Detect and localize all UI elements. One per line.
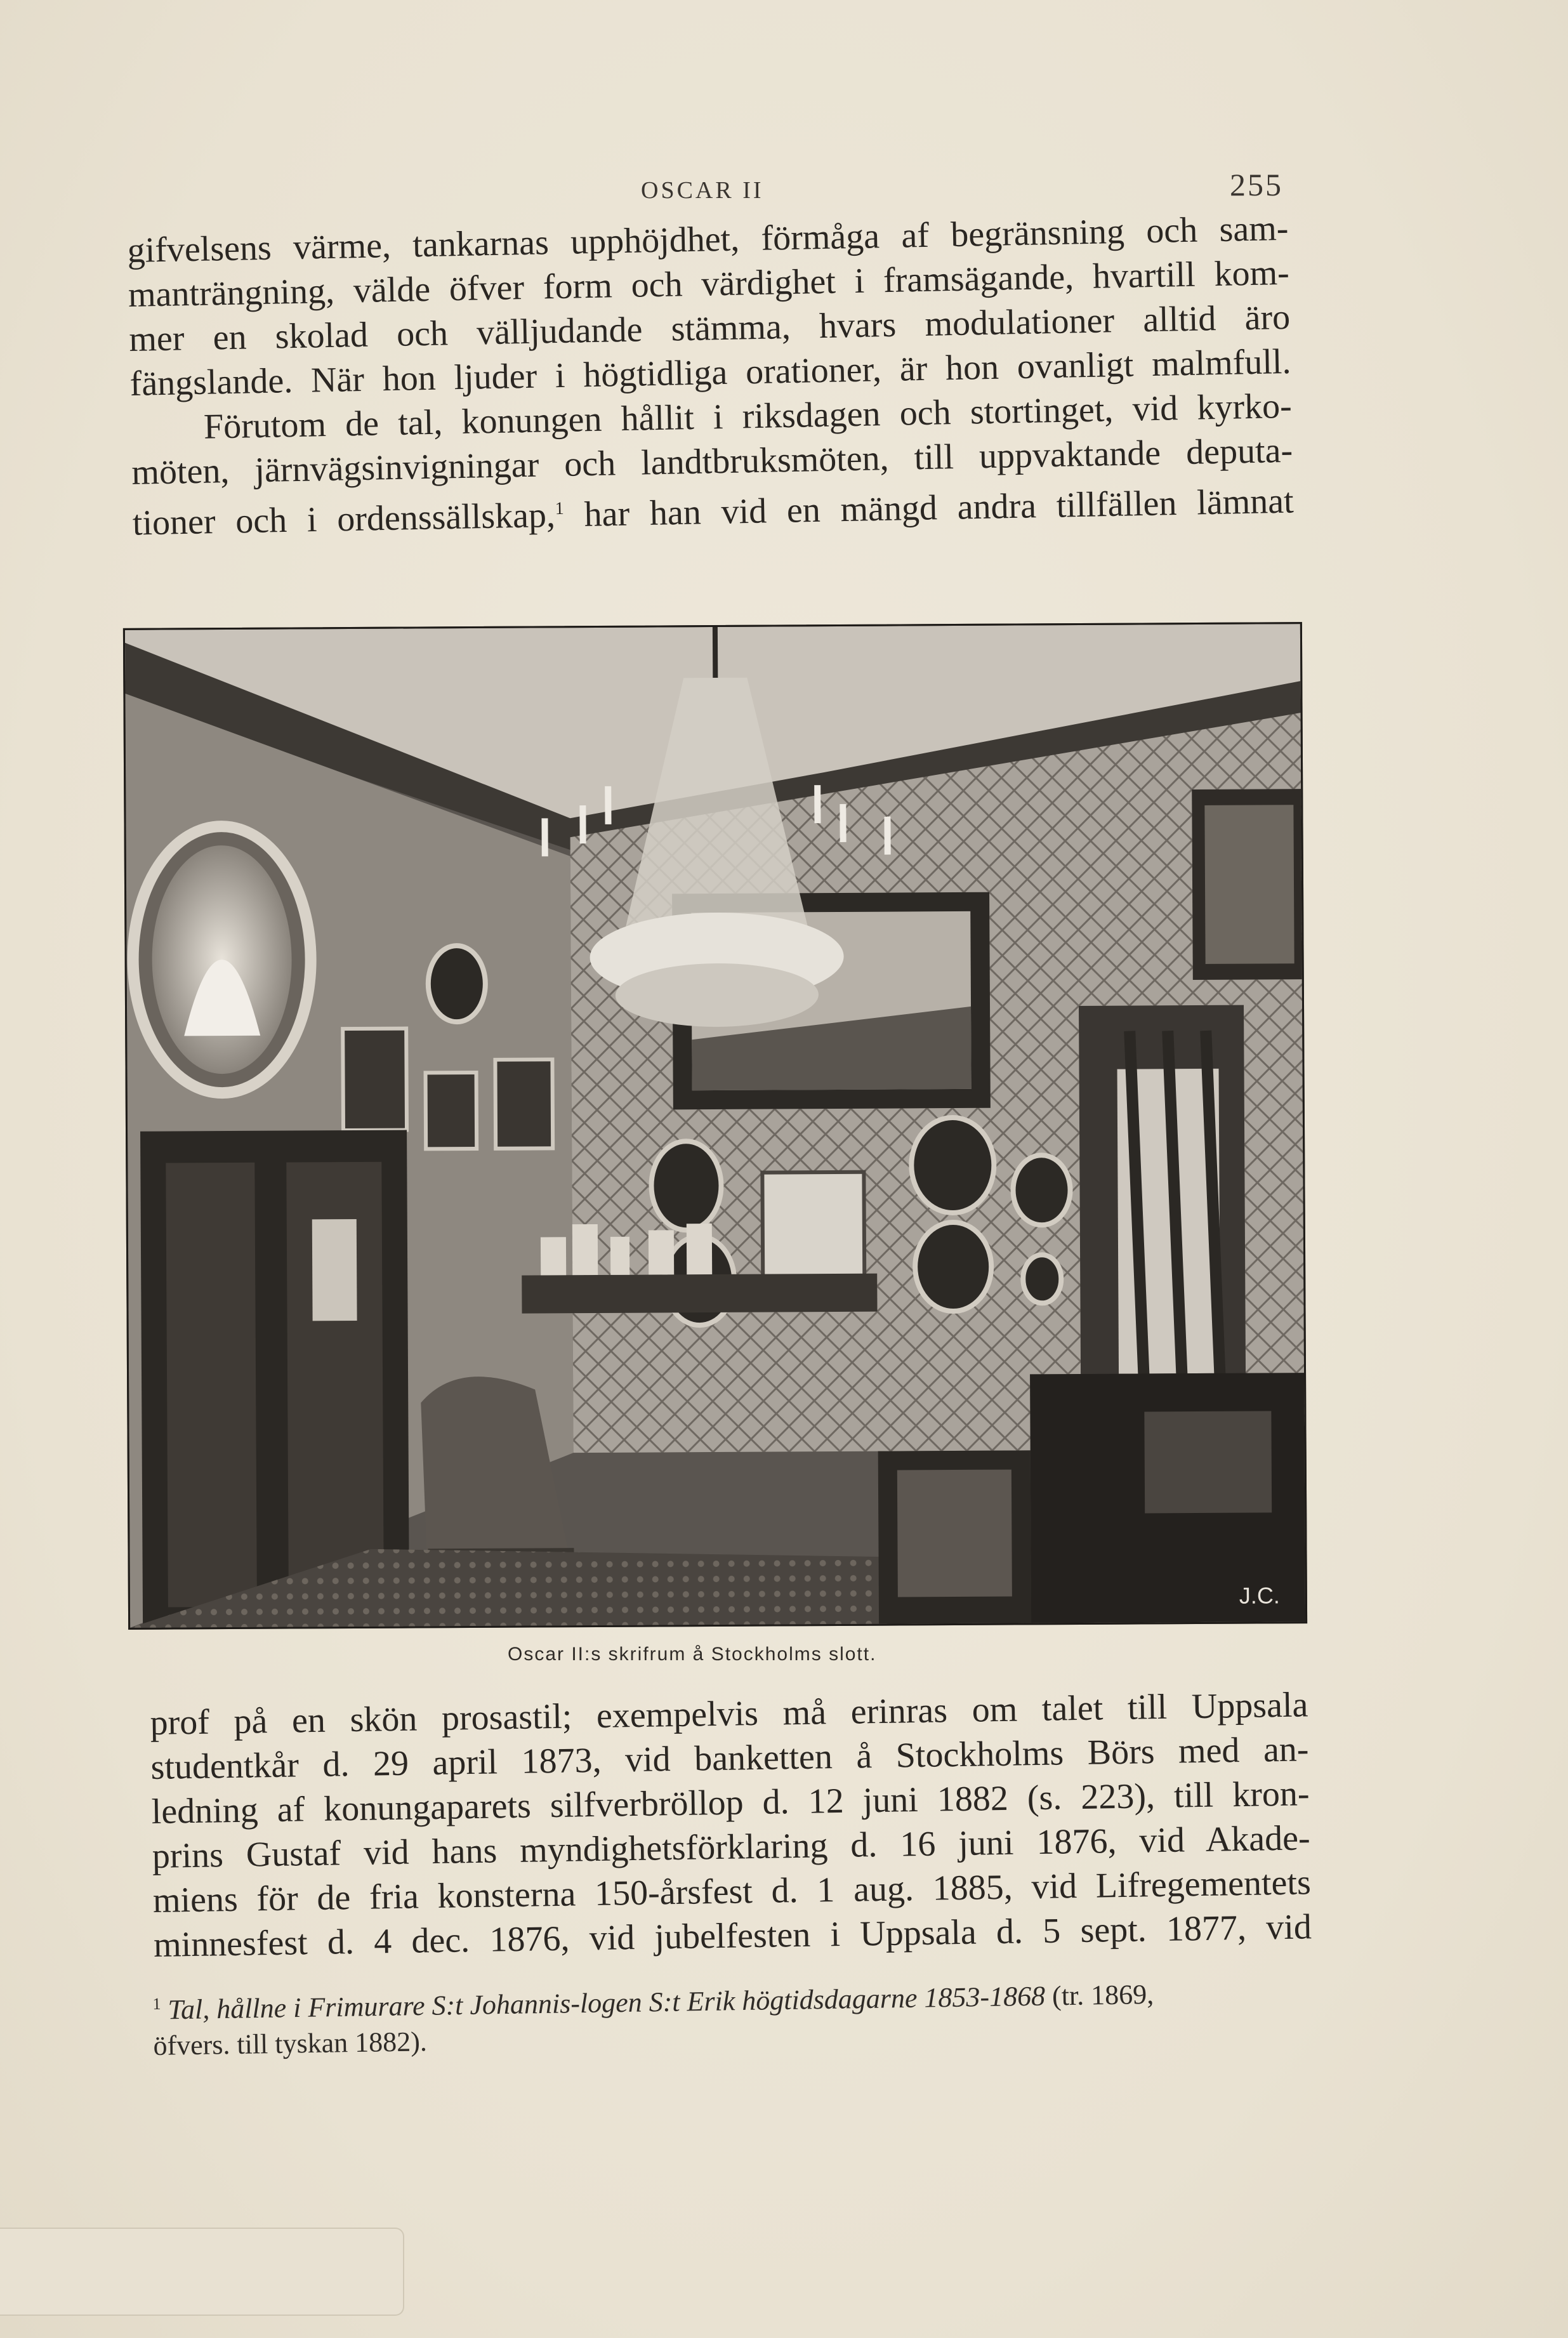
text-line: gifvelsens värme, tankarnas upphöjdhet, förmåga af begränsning och sam- bbox=[127, 208, 1289, 270]
text-line: ledning af konungaparets silfverbröllop d. 12 juni 1882 (s. 223), till kron- bbox=[151, 1774, 1310, 1832]
top-text-block bbox=[127, 206, 1294, 546]
text-line: Förutom de tal, konungen hållit i riksdagen och stortinget, vid kyrko- bbox=[203, 386, 1293, 447]
footnote-line: öfvers. till tyskan 1882). bbox=[153, 2025, 428, 2061]
running-head: OSCAR II bbox=[641, 177, 764, 204]
text-line: möten, järnvägsinvigningar och landtbruksmöten, till uppvaktande deputa- bbox=[131, 430, 1293, 492]
bottom-text-block bbox=[150, 1682, 1312, 1967]
page-number: 255 bbox=[1230, 167, 1283, 202]
room-illustration bbox=[125, 624, 1305, 1628]
text-line: prof på en skön prosastil; exempelvis må erinras om talet till Uppsala bbox=[150, 1685, 1308, 1743]
artist-signature: J.C. bbox=[1239, 1582, 1280, 1609]
text-line: manträngning, välde öfver form och värdighet i framsägande, hvartill kom- bbox=[128, 253, 1290, 315]
illustration-plate bbox=[123, 622, 1307, 1630]
text-fragment: tioner och i ordenssällskap, bbox=[132, 495, 556, 543]
figure-caption: Oscar II:s skrifrum å Stockholms slott. bbox=[508, 1644, 877, 1665]
footnote-text: (tr. 1869, bbox=[1044, 1978, 1154, 2012]
page-tab-marker bbox=[0, 2228, 404, 2316]
text-fragment: har han vid en mängd andra tillfällen lämnat bbox=[563, 481, 1295, 535]
text-line: fängslande. När hon ljuder i högtidliga orationer, är hon ovanligt malmfull. bbox=[129, 341, 1291, 404]
footnote-mark: 1 bbox=[152, 1994, 161, 2013]
text-line: miens för de fria konsterna 150-årsfest d. 1 aug. 1885, vid Lifregementets bbox=[152, 1863, 1312, 1920]
footnote-reference: 1 bbox=[555, 498, 564, 519]
text-line: prins Gustaf vid hans myndighetsförklaring d. 16 juni 1876, vid Akade- bbox=[152, 1818, 1311, 1876]
text-line: studentkår d. 29 april 1873, vid banketten å Stockholms Börs med an- bbox=[150, 1729, 1309, 1787]
footnote-title: Tal, hållne i Frimurare S:t Johannis-logen S:t Erik högtidsdagarne 1853-1868 bbox=[168, 1980, 1046, 2026]
text-line: mer en skolad och välljudande stämma, hvars modulationer alltid äro bbox=[128, 297, 1291, 359]
text-line: minnesfest d. 4 dec. 1876, vid jubelfesten i Uppsala d. 5 sept. 1877, vid bbox=[153, 1907, 1312, 1965]
